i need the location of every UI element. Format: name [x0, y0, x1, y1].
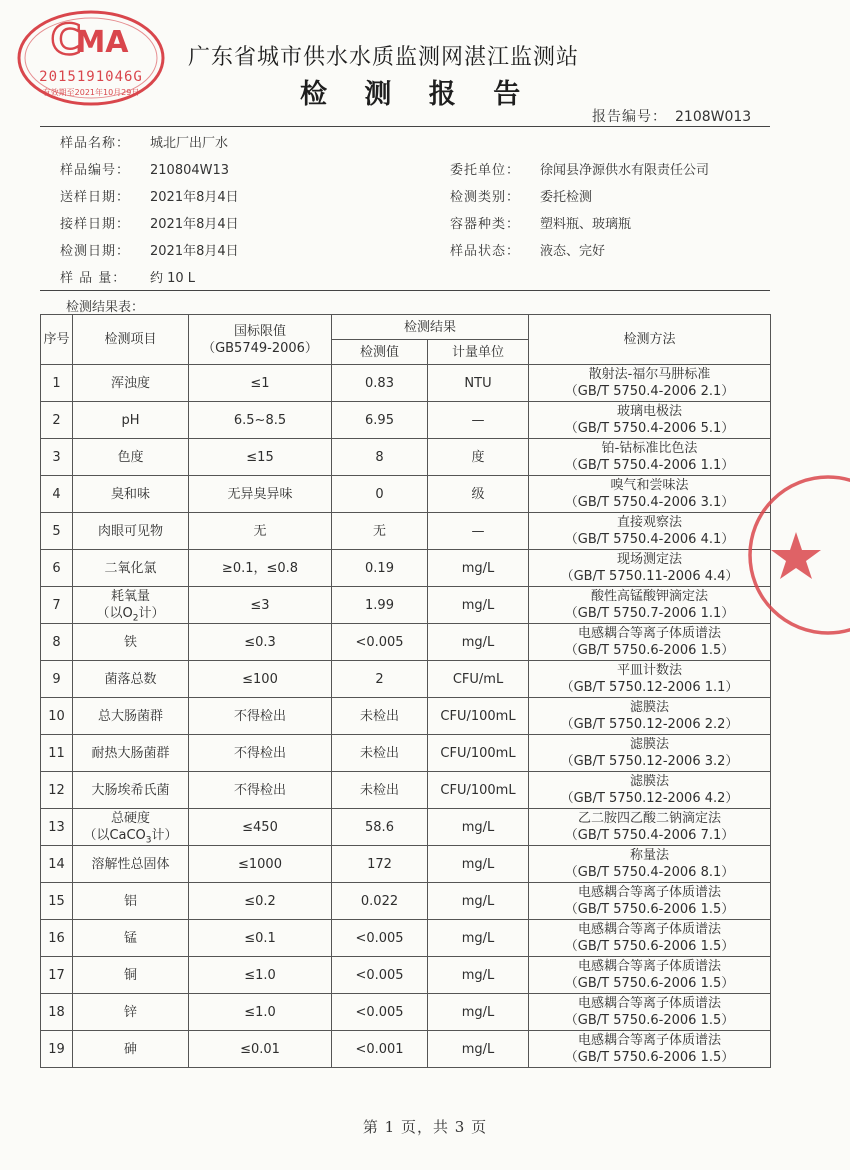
cma-seal-c: C	[50, 15, 82, 64]
table-row	[41, 365, 771, 402]
row-method-standard: （GB/T 5750.6-2006 1.5）	[564, 1013, 735, 1028]
row-no: 11	[41, 735, 73, 772]
row-item-name: 耐热大肠菌群	[91, 745, 170, 761]
row-unit: —	[428, 402, 529, 439]
test-type-value: 委托检测	[540, 190, 593, 205]
sent-date	[60, 186, 239, 205]
row-method-standard: （GB/T 5750.4-2006 3.1）	[564, 495, 735, 510]
row-limit: ≤1000	[189, 846, 332, 883]
row-item	[73, 661, 189, 698]
row-method-standard: （GB/T 5750.12-2006 3.2）	[560, 754, 739, 769]
row-no: 13	[41, 809, 73, 846]
row-method	[529, 698, 771, 735]
row-item-note-sub: 2	[132, 613, 139, 624]
row-method-name: 乙二胺四乙酸二钠滴定法	[578, 811, 722, 826]
row-unit: CFU/100mL	[428, 735, 529, 772]
row-method-name: 电感耦合等离子体质谱法	[578, 1033, 722, 1048]
row-method	[529, 809, 771, 846]
row-method-name: 滤膜法	[630, 700, 670, 715]
row-method-standard: （GB/T 5750.12-2006 4.2）	[560, 791, 739, 806]
row-item-note	[73, 827, 188, 844]
test-date	[60, 240, 239, 259]
sent-date-value: 2021年8月4日	[150, 190, 239, 205]
row-method-standard: （GB/T 5750.7-2006 1.1）	[564, 606, 735, 621]
header-method: 检测方法	[529, 315, 771, 365]
test-type-label: 检测类别：	[450, 190, 521, 205]
table-row	[41, 402, 771, 439]
row-method-standard: （GB/T 5750.4-2006 7.1）	[564, 828, 735, 843]
row-item-note-pre: （以O	[96, 606, 133, 621]
sample-quantity-value: 约 10 L	[150, 271, 196, 286]
cma-seal-cert-no: 201519104​6G	[39, 69, 143, 85]
row-unit: mg/L	[428, 1031, 529, 1068]
table-row	[41, 1031, 771, 1068]
row-method	[529, 920, 771, 957]
row-value: 无	[332, 513, 428, 550]
table-caption: 检测结果表：	[66, 300, 145, 315]
row-item-name: 菌落总数	[104, 671, 157, 687]
row-value: 2	[332, 661, 428, 698]
row-method-name: 散射法-福尔马肼标准	[588, 367, 711, 382]
table-row	[41, 809, 771, 846]
row-method-name: 称量法	[630, 848, 670, 863]
row-method-name: 电感耦合等离子体质谱法	[578, 922, 722, 937]
header-limit-line2: （GB5749-2006）	[202, 340, 318, 356]
row-no: 10	[41, 698, 73, 735]
row-item-name: 砷	[123, 1041, 137, 1057]
row-item	[73, 513, 189, 550]
header-limit	[189, 315, 332, 365]
row-limit: ≤0.1	[189, 920, 332, 957]
row-item-name: 锌	[123, 1004, 137, 1020]
page-footer: 第 1 页，共 3 页	[362, 1118, 488, 1136]
row-item-name: 臭和味	[110, 486, 150, 502]
row-limit: ≤1	[189, 365, 332, 402]
row-value: <0.005	[332, 624, 428, 661]
row-no: 3	[41, 439, 73, 476]
table-row	[41, 587, 771, 624]
row-item-name: pH	[121, 412, 140, 428]
row-no: 14	[41, 846, 73, 883]
row-unit: mg/L	[428, 920, 529, 957]
sample-state-label: 样品状态：	[450, 244, 521, 259]
row-item	[73, 846, 189, 883]
row-limit: ≥0.1，≤0.8	[189, 550, 332, 587]
row-no: 6	[41, 550, 73, 587]
row-limit: ≤1.0	[189, 994, 332, 1031]
test-date-label: 检测日期：	[60, 244, 131, 259]
row-no: 8	[41, 624, 73, 661]
row-item-name: 肉眼可见物	[97, 523, 163, 539]
received-date	[60, 213, 239, 232]
row-method	[529, 365, 771, 402]
header-no: 序号	[41, 315, 73, 365]
container-type-label: 容器种类：	[450, 217, 521, 232]
station-title: 广东省城市供水水质监测网湛江监测站	[188, 45, 580, 70]
row-limit: 无	[189, 513, 332, 550]
row-limit: ≤0.3	[189, 624, 332, 661]
row-item	[73, 1031, 189, 1068]
row-method-standard: （GB/T 5750.6-2006 1.5）	[564, 976, 735, 991]
row-method-name: 电感耦合等离子体质谱法	[578, 959, 722, 974]
row-item	[73, 624, 189, 661]
sample-state	[450, 240, 605, 259]
row-limit: ≤15	[189, 439, 332, 476]
table-row	[41, 994, 771, 1031]
row-unit: —	[428, 513, 529, 550]
row-item	[73, 550, 189, 587]
row-value: 未检出	[332, 772, 428, 809]
row-no: 16	[41, 920, 73, 957]
row-method-standard: （GB/T 5750.6-2006 1.5）	[564, 643, 735, 658]
row-method-standard: （GB/T 5750.6-2006 1.5）	[564, 939, 735, 954]
sample-name	[60, 132, 228, 151]
row-value: 6.95	[332, 402, 428, 439]
row-limit: ≤1.0	[189, 957, 332, 994]
row-method	[529, 1031, 771, 1068]
row-unit: mg/L	[428, 624, 529, 661]
row-item-name: 铁	[123, 634, 137, 650]
row-item	[73, 735, 189, 772]
row-value: <0.005	[332, 920, 428, 957]
table-row	[41, 883, 771, 920]
test-type	[450, 186, 592, 205]
row-item	[73, 994, 189, 1031]
table-row	[41, 920, 771, 957]
table-row	[41, 439, 771, 476]
row-limit: ≤450	[189, 809, 332, 846]
row-no: 5	[41, 513, 73, 550]
row-method-standard: （GB/T 5750.4-2006 5.1）	[564, 421, 735, 436]
table-row	[41, 624, 771, 661]
row-method-name: 直接观察法	[617, 515, 683, 530]
table-row	[41, 735, 771, 772]
container-type	[450, 213, 631, 232]
row-method-name: 电感耦合等离子体质谱法	[578, 996, 722, 1011]
row-unit: mg/L	[428, 846, 529, 883]
sample-state-value: 液态、完好	[540, 244, 606, 259]
sample-code-value: 210804W13	[150, 163, 230, 178]
sample-name-value: 城北厂出厂水	[150, 136, 229, 151]
row-unit: mg/L	[428, 957, 529, 994]
row-item-name: 浑浊度	[110, 375, 150, 391]
row-value: 1.99	[332, 587, 428, 624]
row-item	[73, 365, 189, 402]
row-method-name: 滤膜法	[630, 774, 670, 789]
row-limit: ≤3	[189, 587, 332, 624]
table-row	[41, 661, 771, 698]
row-item-note	[73, 605, 188, 622]
row-no: 7	[41, 587, 73, 624]
row-limit: 不得检出	[189, 698, 332, 735]
row-limit: 不得检出	[189, 735, 332, 772]
row-item-name: 总大肠菌群	[97, 708, 163, 724]
row-unit: CFU/100mL	[428, 698, 529, 735]
row-item-note-sub: 3	[145, 835, 152, 846]
header-unit: 计量单位	[428, 340, 529, 365]
row-method	[529, 957, 771, 994]
row-method	[529, 735, 771, 772]
row-item-name: 铝	[123, 893, 137, 909]
table-row	[41, 513, 771, 550]
row-value: 未检出	[332, 698, 428, 735]
row-item-name: 铜	[123, 967, 137, 983]
row-unit: mg/L	[428, 994, 529, 1031]
header-result: 检测结果	[332, 315, 529, 340]
row-unit: mg/L	[428, 809, 529, 846]
row-unit: CFU/mL	[428, 661, 529, 698]
row-method-standard: （GB/T 5750.11-2006 4.4）	[560, 569, 739, 584]
row-no: 15	[41, 883, 73, 920]
row-item-name: 二氧化氯	[104, 560, 157, 576]
report-number-label: 报告编号：	[592, 109, 667, 125]
row-limit: 6.5~8.5	[189, 402, 332, 439]
cma-seal-letters: MA	[75, 25, 129, 60]
row-item	[73, 957, 189, 994]
sent-date-label: 送样日期：	[60, 190, 131, 205]
row-no: 1	[41, 365, 73, 402]
header-item: 检测项目	[73, 315, 189, 365]
client-label: 委托单位：	[450, 163, 521, 178]
table-row	[41, 550, 771, 587]
row-method-name: 平皿计数法	[617, 663, 683, 678]
row-unit: 级	[428, 476, 529, 513]
row-value: 0.83	[332, 365, 428, 402]
row-item	[73, 698, 189, 735]
row-item-name: 耗氧量	[110, 589, 150, 604]
row-method-name: 电感耦合等离子体质谱法	[578, 626, 722, 641]
row-unit: NTU	[428, 365, 529, 402]
row-unit: CFU/100mL	[428, 772, 529, 809]
row-item	[73, 883, 189, 920]
sample-name-label: 样品名称：	[60, 136, 131, 151]
row-method-name: 玻璃电极法	[617, 404, 683, 419]
row-item-name: 溶解性总固体	[91, 856, 170, 872]
row-method-standard: （GB/T 5750.4-2006 4.1）	[564, 532, 735, 547]
row-unit: 度	[428, 439, 529, 476]
row-item-note-post: 计）	[138, 606, 165, 621]
cma-seal	[16, 8, 166, 108]
row-method	[529, 846, 771, 883]
row-no: 2	[41, 402, 73, 439]
row-item	[73, 439, 189, 476]
row-method	[529, 661, 771, 698]
sample-quantity-label: 样 品 量：	[60, 271, 127, 286]
row-limit: ≤100	[189, 661, 332, 698]
row-no: 18	[41, 994, 73, 1031]
results-table-body	[41, 365, 771, 1068]
test-date-value: 2021年8月4日	[150, 244, 239, 259]
row-item-note-pre: （以CaCO	[83, 828, 146, 843]
sample-code	[60, 159, 229, 178]
table-row	[41, 698, 771, 735]
row-limit: ≤0.01	[189, 1031, 332, 1068]
row-item	[73, 920, 189, 957]
row-method-name: 现场测定法	[617, 552, 683, 567]
table-row	[41, 846, 771, 883]
row-method-name: 电感耦合等离子体质谱法	[578, 885, 722, 900]
row-item	[73, 809, 189, 846]
container-type-value: 塑料瓶、玻璃瓶	[540, 217, 632, 232]
row-method-standard: （GB/T 5750.6-2006 1.5）	[564, 1050, 735, 1065]
row-no: 12	[41, 772, 73, 809]
row-method-name: 铂-钴标准比色法	[601, 441, 698, 456]
received-date-value: 2021年8月4日	[150, 217, 239, 232]
row-method-standard: （GB/T 5750.4-2006 2.1）	[564, 384, 735, 399]
row-unit: mg/L	[428, 550, 529, 587]
results-table-header	[41, 315, 771, 365]
row-item	[73, 587, 189, 624]
received-date-label: 接样日期：	[60, 217, 131, 232]
row-item-note-post: 计）	[151, 828, 178, 843]
info-rule	[40, 290, 770, 291]
row-method-name: 嗅气和尝味法	[610, 478, 689, 493]
table-row	[41, 476, 771, 513]
header-limit-line1: 国标限值	[233, 323, 286, 339]
row-item	[73, 772, 189, 809]
row-value: <0.005	[332, 994, 428, 1031]
row-value: 0	[332, 476, 428, 513]
row-unit: mg/L	[428, 587, 529, 624]
client	[450, 159, 709, 178]
sample-quantity	[60, 267, 195, 286]
row-method-standard: （GB/T 5750.4-2006 8.1）	[564, 865, 735, 880]
row-value: <0.005	[332, 957, 428, 994]
row-method-standard: （GB/T 5750.4-2006 1.1）	[564, 458, 735, 473]
row-item	[73, 476, 189, 513]
row-unit: mg/L	[428, 883, 529, 920]
testing-seal	[728, 470, 850, 640]
row-method-name: 滤膜法	[630, 737, 670, 752]
row-no: 9	[41, 661, 73, 698]
row-method-name: 酸性高锰酸钾滴定法	[591, 589, 709, 604]
row-method	[529, 994, 771, 1031]
results-table	[40, 314, 771, 1068]
row-value: <0.001	[332, 1031, 428, 1068]
row-value: 0.022	[332, 883, 428, 920]
row-method-standard: （GB/T 5750.12-2006 2.2）	[560, 717, 739, 732]
row-item	[73, 402, 189, 439]
row-value: 172	[332, 846, 428, 883]
row-limit: 无异臭异味	[189, 476, 332, 513]
row-method	[529, 883, 771, 920]
table-row	[41, 772, 771, 809]
report-number	[592, 106, 772, 126]
row-method-standard: （GB/T 5750.12-2006 1.1）	[560, 680, 739, 695]
client-value: 徐闻县净源供水有限责任公司	[540, 163, 710, 178]
cma-seal-validity: 有效期至2021年10月29日	[42, 88, 140, 97]
row-item-name: 色度	[117, 449, 144, 465]
row-no: 17	[41, 957, 73, 994]
row-item-name: 锰	[123, 930, 137, 946]
row-value: 0.19	[332, 550, 428, 587]
row-value: 未检出	[332, 735, 428, 772]
row-limit: ≤0.2	[189, 883, 332, 920]
row-no: 4	[41, 476, 73, 513]
header-rule	[40, 126, 770, 127]
row-method	[529, 772, 771, 809]
header-value: 检测值	[332, 340, 428, 365]
row-no: 19	[41, 1031, 73, 1068]
row-limit: 不得检出	[189, 772, 332, 809]
report-number-value: 2108W013	[675, 109, 752, 125]
report-title: 检 测 报 告	[300, 79, 535, 110]
row-value: 8	[332, 439, 428, 476]
table-row	[41, 957, 771, 994]
row-item-name: 大肠埃希氏菌	[91, 782, 170, 798]
row-method	[529, 402, 771, 439]
sample-code-label: 样品编号：	[60, 163, 131, 178]
row-item-name: 总硬度	[110, 811, 150, 826]
row-method-standard: （GB/T 5750.6-2006 1.5）	[564, 902, 735, 917]
row-value: 58.6	[332, 809, 428, 846]
